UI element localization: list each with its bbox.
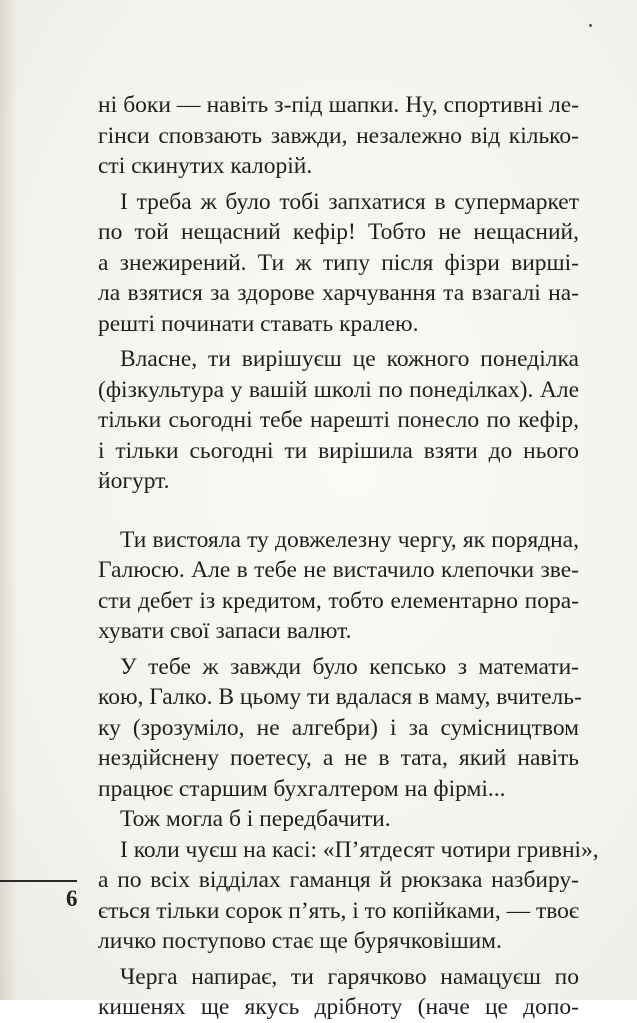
page-number: 6 (66, 886, 78, 911)
text-line: кишенях ще якусь дрібноту (наче це допо- (98, 994, 579, 1020)
page-edge-shadow (0, 0, 18, 1000)
text-line: У тебе ж завжди було кепсько з математи- (120, 653, 579, 680)
text-line: а знежирений. Ти ж типу після фізри вирші- (98, 249, 579, 276)
text-line: хувати свої запаси валют. (98, 618, 352, 644)
text-line: І треба ж було тобі запхатися в супермаркет (120, 188, 579, 215)
text-line: ла взятися за здорове харчування та взагалі на- (98, 280, 579, 306)
text-line: і тільки сьогодні ти вирішила взяти до нього (98, 437, 579, 464)
text-line: працює старшим бухгалтером на фірмі... (98, 775, 506, 802)
text-line: Ти вистояла ту довжелезну чергу, як порядна, (120, 526, 579, 553)
text-line: решті починати ставать кралею. (98, 310, 419, 337)
text-line: по той нещасний кефір! Тобто не нещасний, (98, 219, 579, 245)
text-line: Тож могла б і передбачити. (120, 806, 391, 832)
text-line: нездійснену поетесу, а не в тата, який навіть (98, 745, 579, 771)
text-line: ку (зрозуміло, не алгебри) і за сумісництвом (98, 714, 579, 741)
text-line: ється тільки сорок п’ять, і то копійками, — твоє (98, 897, 579, 924)
text-line: кою, Галко. В цьому ти вдалася в маму, вчитель- (98, 684, 582, 710)
text-line: гінси сповзають завжди, незалежно від кілько- (98, 122, 579, 149)
section-break (98, 497, 579, 525)
text-line: ні боки — навіть з-під шапки. Ну, спортивні ле- (98, 92, 579, 118)
text-line: Галюсю. Але в тебе не вистачило клепочки зве- (98, 557, 579, 583)
text-line: Власне, ти вирішуєш це кожного понеділка (120, 346, 579, 372)
text-line: сті скинутих калорій. (98, 153, 313, 179)
body-text (98, 90, 599, 1023)
text-line: а по всіх відділах гаманця й рюкзака назбиру- (98, 867, 579, 893)
footer-rule (0, 880, 77, 882)
text-line: тільки сьогодні тебе нарешті понесло по кефір, (98, 407, 579, 433)
text-line: (фізкультура у вашій школі по понеділках). Але (98, 376, 579, 403)
text-line: Черга напирає, ти гарячково намацуєш по (120, 963, 579, 990)
print-speck (589, 24, 592, 27)
text-line: личко поступово стає ще бурячковішим. (98, 928, 502, 954)
text-line: йогурт. (98, 468, 170, 494)
text-line: І коли чуєш на касі: «П’ятдесят чотири гривні», (120, 836, 599, 863)
text-line: сти дебет із кредитом, тобто елементарно пора- (98, 587, 579, 614)
